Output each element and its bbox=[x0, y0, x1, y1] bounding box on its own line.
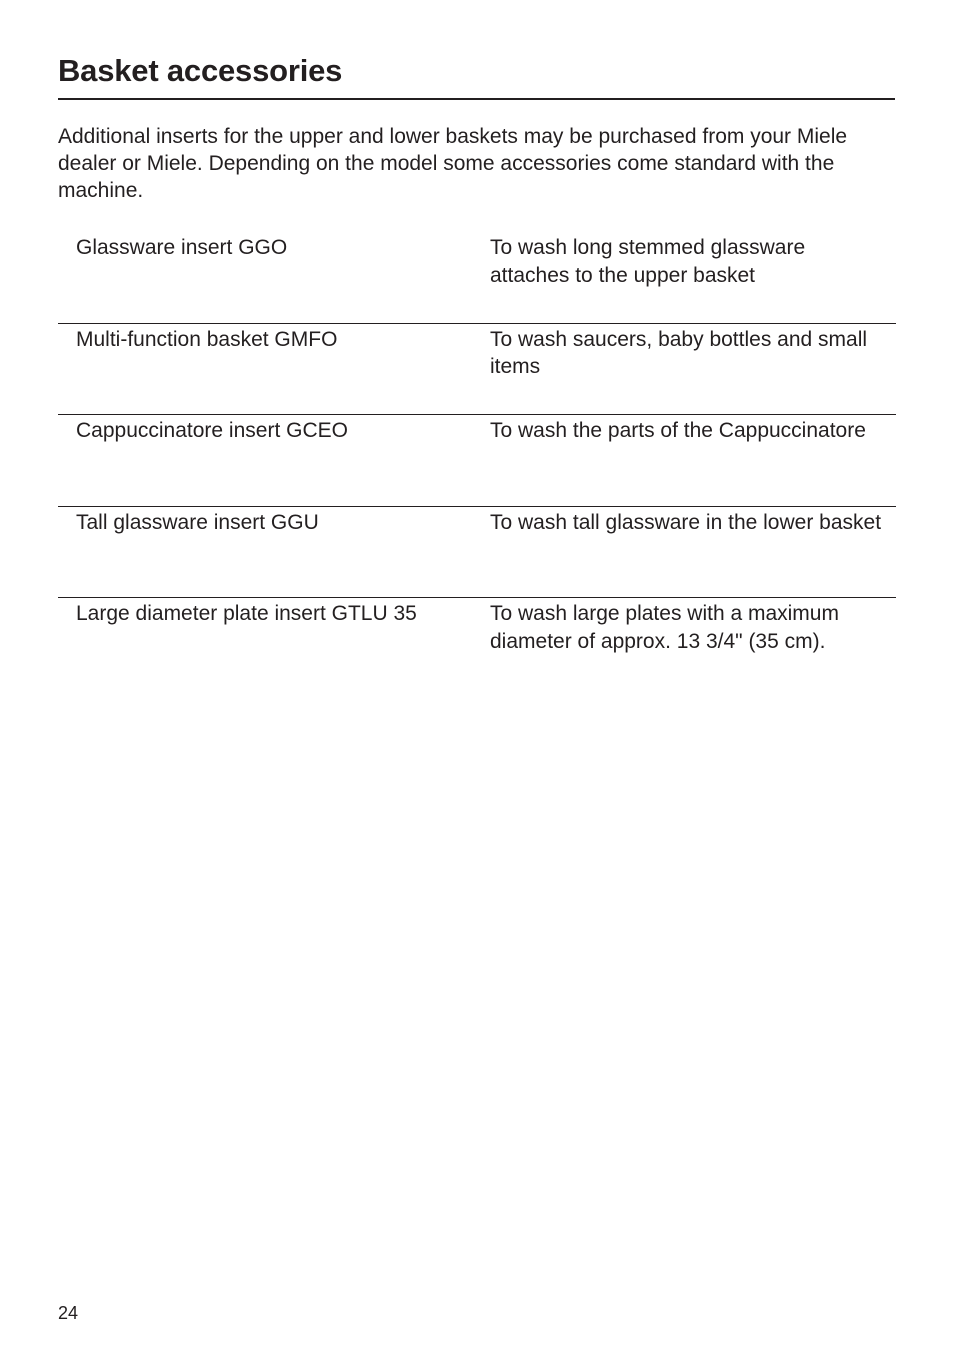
accessory-name: Glassware insert GGO bbox=[76, 236, 288, 259]
table-row bbox=[58, 324, 896, 416]
intro-paragraph: Additional inserts for the upper and lower baskets may be purchased from your Miele dealer or Miele. Depending on the model some accessories come standard with the machine. bbox=[58, 125, 848, 202]
accessory-name: Cappuccinatore insert GCEO bbox=[76, 419, 348, 442]
title-divider bbox=[58, 98, 895, 100]
page-number: 24 bbox=[58, 1303, 79, 1323]
accessory-description: To wash large plates with a maximum diameter of approx. 13 3/4" (35 cm). bbox=[490, 602, 839, 653]
accessory-table bbox=[58, 232, 896, 690]
accessory-name: Tall glassware insert GGU bbox=[76, 510, 319, 534]
table-row bbox=[58, 415, 896, 507]
table-row bbox=[58, 598, 896, 690]
accessory-description: To wash saucers, baby bottles and small items bbox=[490, 327, 868, 378]
page-title: Basket accessories bbox=[58, 53, 343, 88]
accessory-description: To wash long stemmed glassware attaches to the upper basket bbox=[490, 236, 806, 287]
table-row bbox=[58, 232, 896, 324]
accessory-description: To wash the parts of the Cappuccinatore bbox=[490, 419, 866, 442]
accessory-name: Large diameter plate insert GTLU 35 bbox=[76, 602, 417, 625]
accessory-name: Multi-function basket GMFO bbox=[76, 327, 338, 351]
accessory-description: To wash tall glassware in the lower basket bbox=[490, 510, 882, 534]
table-row bbox=[58, 507, 896, 599]
